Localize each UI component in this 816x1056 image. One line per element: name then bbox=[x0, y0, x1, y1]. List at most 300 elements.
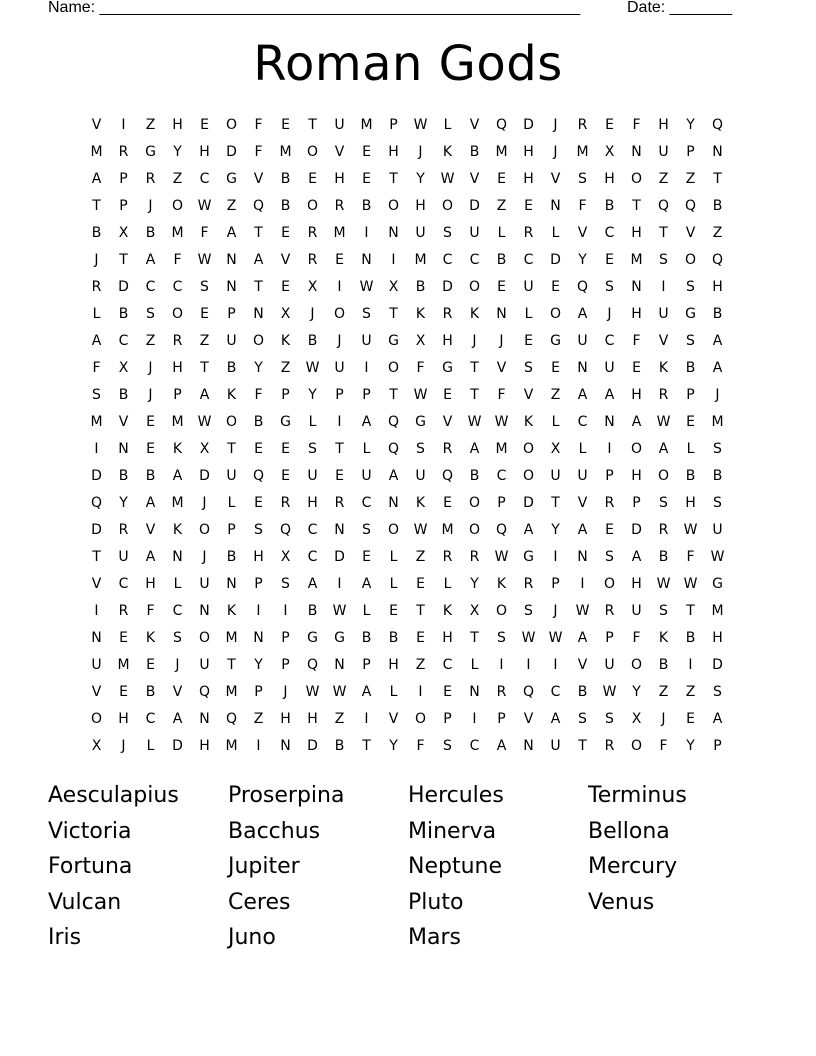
grid-letter: V bbox=[145, 521, 156, 538]
grid-letter: T bbox=[227, 440, 236, 457]
grid-letter: R bbox=[496, 683, 507, 700]
grid-letter: R bbox=[442, 305, 453, 322]
grid-letter: W bbox=[197, 251, 212, 268]
grid-letter: Q bbox=[198, 683, 211, 700]
grid-letter: E bbox=[497, 170, 506, 187]
grid-letter: V bbox=[91, 116, 102, 133]
grid-letter: I bbox=[526, 656, 531, 673]
grid-letter: S bbox=[524, 602, 533, 619]
grid-letter: A bbox=[577, 521, 588, 538]
grid-letter: D bbox=[469, 197, 480, 214]
grid-letter: J bbox=[148, 359, 153, 376]
grid-letter: S bbox=[659, 602, 668, 619]
grid-letter: A bbox=[91, 170, 102, 187]
grid-letter: Q bbox=[306, 656, 319, 673]
grid-letter: E bbox=[281, 467, 290, 484]
grid-letter: P bbox=[281, 386, 290, 403]
grid-letter: H bbox=[604, 170, 615, 187]
grid-letter: O bbox=[468, 494, 481, 511]
word-list-item: Vulcan bbox=[48, 889, 122, 915]
grid-letter: O bbox=[630, 440, 643, 457]
grid-letter: E bbox=[146, 440, 155, 457]
grid-letter: U bbox=[361, 332, 372, 349]
grid-letter: N bbox=[631, 143, 642, 160]
grid-letter: A bbox=[604, 386, 615, 403]
word-list-item: Minerva bbox=[408, 818, 497, 844]
grid-letter: G bbox=[334, 629, 345, 646]
grid-letter: F bbox=[416, 737, 425, 754]
grid-letter: S bbox=[686, 332, 695, 349]
word-list-item: Terminus bbox=[588, 783, 687, 808]
grid-letter: B bbox=[145, 224, 156, 241]
date-field-label: Date: _______ bbox=[627, 0, 732, 16]
grid-letter: A bbox=[172, 467, 183, 484]
grid-letter: R bbox=[118, 143, 129, 160]
grid-letter: T bbox=[551, 494, 560, 511]
grid-letter: L bbox=[578, 440, 587, 457]
grid-letter: R bbox=[604, 602, 615, 619]
grid-letter: W bbox=[413, 521, 428, 538]
grid-letter: I bbox=[688, 656, 693, 673]
grid-letter: Z bbox=[334, 710, 345, 727]
grid-letter: Z bbox=[145, 332, 156, 349]
grid-letter: N bbox=[91, 629, 102, 646]
grid-letter: W bbox=[494, 548, 509, 565]
grid-letter: T bbox=[416, 602, 425, 619]
grid-letter: Q bbox=[495, 116, 508, 133]
grid-letter: Y bbox=[551, 521, 560, 538]
grid-letter: E bbox=[605, 521, 614, 538]
grid-letter: J bbox=[121, 737, 126, 754]
grid-letter: E bbox=[254, 494, 263, 511]
grid-letter: L bbox=[443, 116, 452, 133]
grid-letter: L bbox=[173, 575, 182, 592]
grid-letter: O bbox=[171, 305, 184, 322]
word-list-item: Hercules bbox=[408, 783, 504, 808]
grid-letter: N bbox=[604, 413, 615, 430]
grid-letter: U bbox=[577, 467, 588, 484]
grid-letter: N bbox=[253, 305, 264, 322]
grid-letter: M bbox=[171, 413, 184, 430]
grid-letter: C bbox=[118, 575, 129, 592]
grid-letter: S bbox=[497, 629, 506, 646]
grid-letter: G bbox=[388, 332, 399, 349]
grid-letter: W bbox=[656, 413, 671, 430]
grid-letter: R bbox=[280, 494, 291, 511]
grid-letter: O bbox=[306, 197, 319, 214]
grid-letter: M bbox=[441, 521, 454, 538]
grid-letter: P bbox=[686, 143, 695, 160]
grid-letter: S bbox=[713, 494, 722, 511]
grid-letter: N bbox=[172, 548, 183, 565]
grid-letter: F bbox=[92, 359, 101, 376]
grid-letter: R bbox=[523, 575, 534, 592]
grid-letter: A bbox=[550, 710, 561, 727]
worksheet-header bbox=[48, 0, 748, 20]
grid-letter: U bbox=[523, 278, 534, 295]
grid-letter: V bbox=[577, 224, 588, 241]
grid-letter: T bbox=[200, 359, 209, 376]
grid-letter: A bbox=[172, 710, 183, 727]
grid-letter: N bbox=[712, 143, 723, 160]
grid-letter: H bbox=[631, 386, 642, 403]
grid-letter: C bbox=[442, 251, 453, 268]
grid-letter: O bbox=[630, 656, 643, 673]
grid-letter: M bbox=[333, 224, 346, 241]
grid-letter: Y bbox=[470, 575, 479, 592]
grid-letter: Q bbox=[252, 197, 265, 214]
grid-letter: B bbox=[145, 683, 156, 700]
grid-letter: J bbox=[607, 305, 612, 322]
grid-letter: A bbox=[577, 305, 588, 322]
grid-letter: P bbox=[173, 386, 182, 403]
grid-letter: J bbox=[499, 332, 504, 349]
grid-letter: W bbox=[521, 629, 536, 646]
grid-letter: Y bbox=[389, 737, 398, 754]
grid-letter: I bbox=[283, 602, 288, 619]
grid-letter: X bbox=[550, 440, 561, 457]
word-search-grid bbox=[83, 111, 731, 759]
grid-letter: A bbox=[145, 251, 156, 268]
grid-letter: B bbox=[388, 629, 399, 646]
grid-letter: Z bbox=[658, 683, 669, 700]
grid-letter: S bbox=[92, 386, 101, 403]
grid-letter: J bbox=[715, 386, 720, 403]
grid-letter: U bbox=[334, 359, 345, 376]
grid-letter: L bbox=[497, 224, 506, 241]
grid-letter: O bbox=[387, 197, 400, 214]
grid-letter: T bbox=[659, 224, 668, 241]
grid-letter: P bbox=[686, 386, 695, 403]
grid-letter: A bbox=[361, 413, 372, 430]
grid-letter: B bbox=[577, 683, 588, 700]
grid-letter: O bbox=[630, 737, 643, 754]
grid-letter: K bbox=[442, 143, 453, 160]
grid-letter: A bbox=[712, 359, 723, 376]
grid-letter: V bbox=[280, 251, 291, 268]
grid-letter: J bbox=[553, 143, 558, 160]
grid-letter: H bbox=[442, 332, 453, 349]
grid-letter: K bbox=[172, 521, 183, 538]
grid-letter: J bbox=[553, 116, 558, 133]
grid-letter: G bbox=[145, 143, 156, 160]
grid-letter: O bbox=[495, 602, 508, 619]
grid-letter: P bbox=[389, 116, 398, 133]
grid-letter: S bbox=[443, 224, 452, 241]
word-list bbox=[48, 778, 768, 956]
grid-letter: S bbox=[362, 521, 371, 538]
grid-letter: V bbox=[469, 170, 480, 187]
grid-letter: U bbox=[604, 359, 615, 376]
grid-letter: H bbox=[523, 170, 534, 187]
grid-letter: T bbox=[470, 629, 479, 646]
grid-letter: Q bbox=[252, 467, 265, 484]
grid-letter: T bbox=[470, 386, 479, 403]
grid-letter: C bbox=[307, 548, 318, 565]
grid-letter: O bbox=[225, 413, 238, 430]
grid-letter: V bbox=[469, 116, 480, 133]
grid-letter: G bbox=[550, 332, 561, 349]
grid-letter: P bbox=[119, 197, 128, 214]
grid-letter: H bbox=[685, 494, 696, 511]
grid-letter: U bbox=[226, 467, 237, 484]
grid-letter: P bbox=[632, 494, 641, 511]
grid-letter: V bbox=[550, 170, 561, 187]
grid-letter: O bbox=[441, 197, 454, 214]
grid-letter: H bbox=[172, 116, 183, 133]
grid-letter: H bbox=[631, 467, 642, 484]
grid-letter: E bbox=[308, 170, 317, 187]
grid-letter: M bbox=[279, 143, 292, 160]
grid-letter: E bbox=[443, 494, 452, 511]
grid-letter: O bbox=[306, 143, 319, 160]
grid-letter: B bbox=[91, 224, 102, 241]
grid-letter: E bbox=[443, 386, 452, 403]
grid-letter: E bbox=[362, 143, 371, 160]
grid-letter: L bbox=[389, 548, 398, 565]
grid-letter: I bbox=[364, 710, 369, 727]
grid-letter: O bbox=[387, 521, 400, 538]
grid-letter: G bbox=[712, 575, 723, 592]
grid-letter: H bbox=[307, 710, 318, 727]
grid-letter: X bbox=[604, 143, 615, 160]
grid-letter: C bbox=[604, 332, 615, 349]
word-list-item: Jupiter bbox=[228, 854, 300, 879]
grid-letter: Z bbox=[172, 170, 183, 187]
grid-letter: L bbox=[470, 656, 479, 673]
grid-letter: A bbox=[307, 575, 318, 592]
grid-letter: K bbox=[442, 602, 453, 619]
grid-letter: L bbox=[389, 683, 398, 700]
grid-letter: K bbox=[658, 359, 669, 376]
grid-letter: B bbox=[226, 548, 237, 565]
grid-letter: U bbox=[199, 575, 210, 592]
grid-letter: U bbox=[550, 737, 561, 754]
grid-letter: S bbox=[659, 494, 668, 511]
grid-letter: S bbox=[578, 710, 587, 727]
grid-letter: A bbox=[523, 521, 534, 538]
grid-letter: S bbox=[146, 305, 155, 322]
grid-letter: B bbox=[712, 467, 723, 484]
grid-letter: Z bbox=[658, 170, 669, 187]
word-list-item: Mercury bbox=[588, 854, 678, 879]
grid-letter: U bbox=[577, 332, 588, 349]
grid-letter: Y bbox=[308, 386, 317, 403]
grid-letter: L bbox=[146, 737, 155, 754]
grid-letter: M bbox=[576, 143, 589, 160]
grid-letter: O bbox=[603, 575, 616, 592]
grid-letter: C bbox=[145, 278, 156, 295]
grid-letter: J bbox=[202, 494, 207, 511]
grid-letter: A bbox=[226, 224, 237, 241]
grid-letter: U bbox=[199, 656, 210, 673]
word-list-item: Pluto bbox=[408, 889, 464, 915]
grid-letter: X bbox=[91, 737, 102, 754]
grid-letter: H bbox=[145, 575, 156, 592]
grid-letter: N bbox=[253, 629, 264, 646]
grid-letter: N bbox=[361, 251, 372, 268]
grid-letter: L bbox=[686, 440, 695, 457]
grid-letter: B bbox=[415, 278, 426, 295]
grid-letter: M bbox=[495, 143, 508, 160]
grid-letter: G bbox=[442, 359, 453, 376]
grid-letter: R bbox=[307, 224, 318, 241]
grid-letter: C bbox=[604, 224, 615, 241]
grid-letter: M bbox=[414, 251, 427, 268]
grid-letter: Y bbox=[686, 737, 695, 754]
grid-letter: N bbox=[631, 278, 642, 295]
grid-letter: Y bbox=[173, 143, 182, 160]
grid-letter: A bbox=[199, 386, 210, 403]
grid-letter: Q bbox=[711, 116, 724, 133]
grid-letter: S bbox=[308, 440, 317, 457]
grid-letter: V bbox=[118, 413, 129, 430]
grid-letter: W bbox=[332, 683, 347, 700]
grid-letter: P bbox=[281, 629, 290, 646]
grid-letter: D bbox=[631, 521, 642, 538]
grid-letter: V bbox=[172, 683, 183, 700]
grid-letter: S bbox=[578, 170, 587, 187]
grid-letter: D bbox=[523, 494, 534, 511]
grid-letter: C bbox=[469, 251, 480, 268]
grid-letter: Z bbox=[280, 359, 291, 376]
grid-letter: J bbox=[148, 386, 153, 403]
grid-letter: Y bbox=[119, 494, 128, 511]
grid-letter: J bbox=[310, 305, 315, 322]
grid-letter: J bbox=[418, 143, 423, 160]
grid-letter: O bbox=[387, 359, 400, 376]
word-list-item: Venus bbox=[588, 889, 655, 915]
grid-letter: W bbox=[413, 116, 428, 133]
grid-letter: B bbox=[307, 332, 318, 349]
grid-letter: X bbox=[199, 440, 210, 457]
grid-letter: S bbox=[524, 359, 533, 376]
grid-letter: R bbox=[172, 332, 183, 349]
grid-letter: Q bbox=[522, 683, 535, 700]
grid-letter: K bbox=[415, 305, 426, 322]
grid-letter: H bbox=[118, 710, 129, 727]
grid-letter: S bbox=[713, 683, 722, 700]
grid-letter: P bbox=[605, 629, 614, 646]
grid-letter: C bbox=[199, 170, 210, 187]
grid-letter: W bbox=[359, 278, 374, 295]
grid-letter: V bbox=[334, 143, 345, 160]
grid-letter: B bbox=[712, 305, 723, 322]
grid-letter: I bbox=[121, 116, 126, 133]
grid-letter: H bbox=[712, 278, 723, 295]
grid-letter: I bbox=[499, 656, 504, 673]
grid-letter: P bbox=[335, 386, 344, 403]
grid-letter: E bbox=[605, 116, 614, 133]
grid-letter: B bbox=[712, 197, 723, 214]
grid-letter: O bbox=[468, 521, 481, 538]
grid-letter: X bbox=[118, 224, 129, 241]
grid-letter: D bbox=[523, 116, 534, 133]
grid-letter: M bbox=[360, 116, 373, 133]
grid-letter: B bbox=[604, 197, 615, 214]
grid-letter: A bbox=[361, 575, 372, 592]
grid-letter: R bbox=[658, 521, 669, 538]
grid-letter: C bbox=[172, 602, 183, 619]
grid-letter: A bbox=[631, 413, 642, 430]
grid-letter: X bbox=[469, 602, 480, 619]
grid-letter: C bbox=[577, 413, 588, 430]
grid-letter: Q bbox=[90, 494, 103, 511]
grid-letter: M bbox=[225, 629, 238, 646]
grid-letter: I bbox=[94, 602, 99, 619]
grid-letter: T bbox=[119, 251, 128, 268]
grid-letter: B bbox=[658, 656, 669, 673]
grid-letter: Y bbox=[416, 170, 425, 187]
grid-letter: U bbox=[658, 143, 669, 160]
grid-letter: H bbox=[631, 224, 642, 241]
grid-letter: S bbox=[254, 521, 263, 538]
grid-letter: H bbox=[334, 170, 345, 187]
grid-letter: V bbox=[685, 224, 696, 241]
grid-letter: E bbox=[119, 683, 128, 700]
grid-letter: C bbox=[496, 467, 507, 484]
grid-letter: A bbox=[388, 467, 399, 484]
grid-letter: A bbox=[577, 386, 588, 403]
grid-letter: R bbox=[604, 494, 615, 511]
grid-letter: N bbox=[334, 521, 345, 538]
grid-letter: Y bbox=[254, 656, 263, 673]
grid-letter: S bbox=[605, 710, 614, 727]
grid-letter: W bbox=[548, 629, 563, 646]
grid-letter: W bbox=[197, 413, 212, 430]
grid-letter: P bbox=[227, 521, 236, 538]
grid-letter: H bbox=[253, 548, 264, 565]
grid-letter: S bbox=[713, 440, 722, 457]
grid-letter: K bbox=[172, 440, 183, 457]
grid-letter: C bbox=[307, 521, 318, 538]
grid-letter: Q bbox=[387, 440, 400, 457]
grid-letter: G bbox=[415, 413, 426, 430]
grid-letter: I bbox=[391, 251, 396, 268]
grid-letter: T bbox=[335, 440, 344, 457]
grid-letter: D bbox=[307, 737, 318, 754]
grid-letter: O bbox=[414, 710, 427, 727]
grid-letter: W bbox=[332, 602, 347, 619]
grid-letter: L bbox=[227, 494, 236, 511]
grid-letter: K bbox=[658, 629, 669, 646]
grid-letter: F bbox=[416, 359, 425, 376]
grid-letter: R bbox=[334, 494, 345, 511]
grid-letter: S bbox=[173, 629, 182, 646]
grid-letter: M bbox=[90, 143, 103, 160]
grid-letter: H bbox=[280, 710, 291, 727]
grid-letter: E bbox=[281, 440, 290, 457]
grid-letter: P bbox=[713, 737, 722, 754]
grid-letter: K bbox=[469, 305, 480, 322]
grid-letter: H bbox=[388, 143, 399, 160]
grid-letter: E bbox=[254, 440, 263, 457]
grid-letter: E bbox=[497, 278, 506, 295]
grid-letter: T bbox=[713, 170, 722, 187]
grid-letter: R bbox=[577, 116, 588, 133]
grid-letter: L bbox=[308, 413, 317, 430]
grid-letter: W bbox=[710, 548, 725, 565]
grid-letter: D bbox=[226, 143, 237, 160]
grid-letter: R bbox=[118, 521, 129, 538]
grid-letter: B bbox=[226, 359, 237, 376]
grid-letter: C bbox=[469, 737, 480, 754]
grid-letter: I bbox=[337, 413, 342, 430]
grid-letter: O bbox=[657, 467, 670, 484]
grid-letter: V bbox=[658, 332, 669, 349]
grid-letter: A bbox=[469, 440, 480, 457]
grid-letter: D bbox=[712, 656, 723, 673]
